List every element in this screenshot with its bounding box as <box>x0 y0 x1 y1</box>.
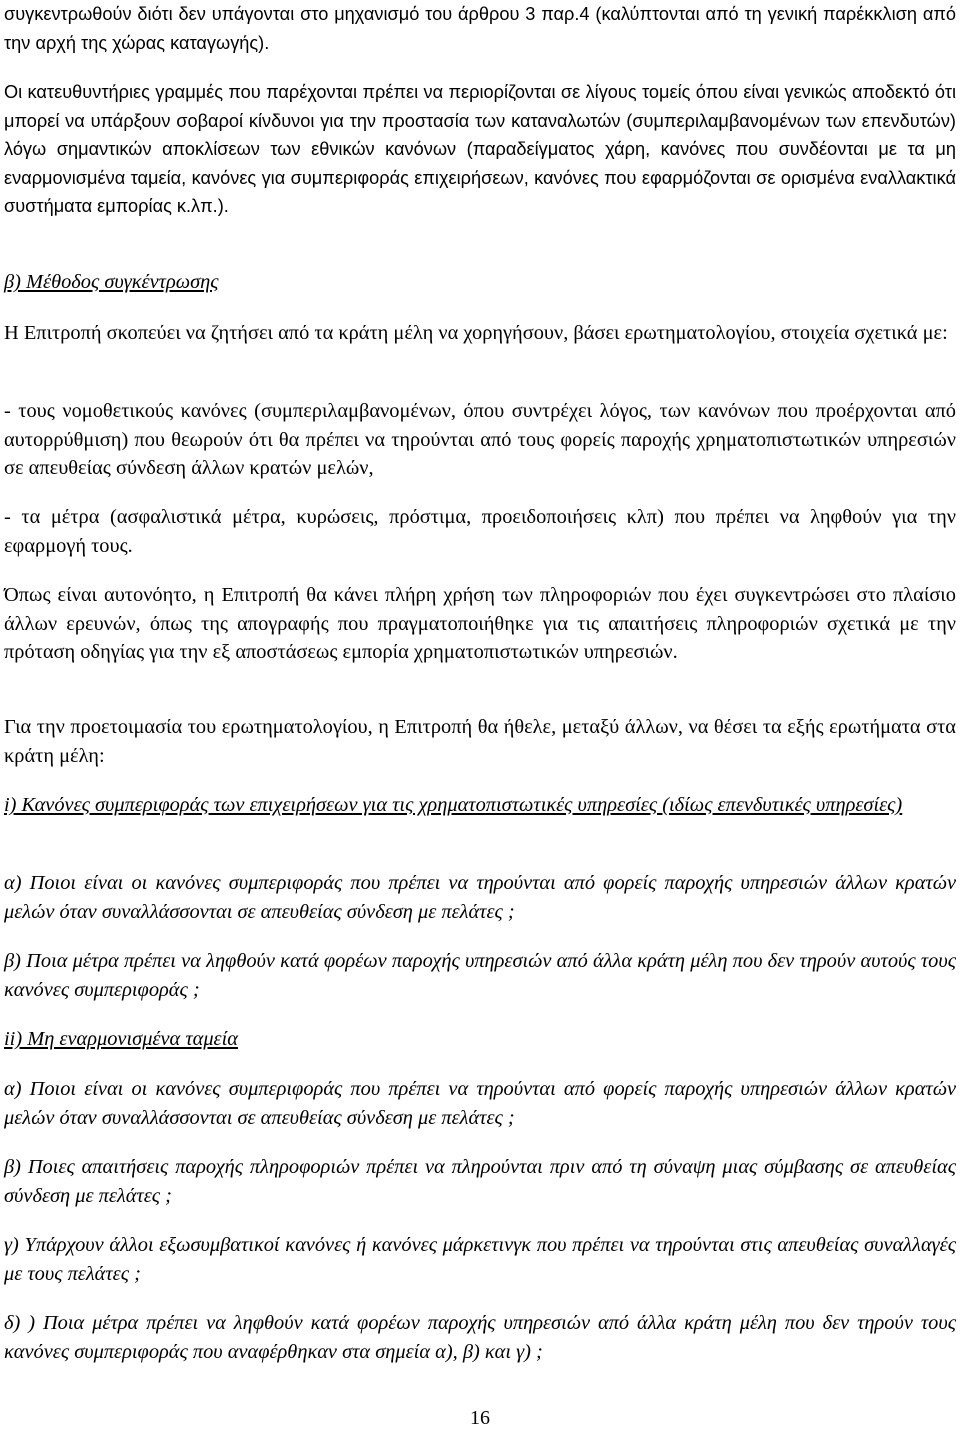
subheading-non-harmonised-funds: ii) Μη εναρμονισμένα ταμεία <box>4 1028 238 1050</box>
bullet-measures: - τα μέτρα (ασφαλιστικά μέτρα, κυρώσεις, πρόστιμα, προειδοποιήσεις κλπ) που πρέπει να ληφθούν για την εφαρμογή τους. <box>4 506 956 557</box>
question-ii-b: β) Ποιες απαιτήσεις παροχής πληροφοριών πρέπει να πληρούνται πριν από τη σύναψη μιας σύμβασης σε απευθείας σύνδεση με πελάτες ; <box>4 1156 956 1207</box>
paragraph-continuation: συγκεντρωθούν διότι δεν υπάγονται στο μηχανισμό του άρθρου 3 παρ.4 (καλύπτονται από τη γενική παρέκκλιση από την αρχή της χώρας καταγωγής). <box>4 4 956 53</box>
page-number: 16 <box>470 1407 490 1429</box>
paragraph-questionnaire-prep: Για την προετοιμασία του ερωτηματολογίου, η Επιτροπή θα ήθελε, μεταξύ άλλων, να θέσει τα εξής ερωτήματα στα κράτη μέλη: <box>4 716 956 767</box>
paragraph-commission-intent: Η Επιτροπή σκοπεύει να ζητήσει από τα κράτη μέλη να χορηγήσουν, βάσει ερωτηματολογίου, στοιχεία σχετικά με: <box>4 322 948 344</box>
question-ii-d: δ) ) Ποια μέτρα πρέπει να ληφθούν κατά φορέων παροχής υπηρεσιών από άλλα κράτη μέλη που δεν τηρούν τους κανόνες συμπεριφοράς που αναφέρθηκαν στα σημεία α), β) και γ) ; <box>4 1312 956 1363</box>
section-heading-method: β) Μέθοδος συγκέντρωσης <box>4 271 219 293</box>
question-ii-a: α) Ποιοι είναι οι κανόνες συμπεριφοράς που πρέπει να τηρούνται από φορείς παροχής υπηρεσιών άλλων κρατών μελών όταν συναλλάσσονται σε απευθείας σύνδεση με πελάτες ; <box>4 1078 956 1129</box>
question-i-a: α) Ποιοι είναι οι κανόνες συμπεριφοράς που πρέπει να τηρούνται από φορείς παροχής υπηρεσιών άλλων κρατών μελών όταν συναλλάσσονται σε απευθείας σύνδεση με πελάτες ; <box>4 872 956 923</box>
paragraph-guidelines: Οι κατευθυντήριες γραμμές που παρέχονται πρέπει να περιορίζονται σε λίγους τομείς όπου είναι γενικώς αποδεκτό ότι μπορεί να υπάρξουν σοβαροί κίνδυνοι για την προστασία των καταναλωτών (συμπεριλαμβανομένων των επενδυτών) λόγω σημαντικών αποκλίσεων των εθνικών κανόνων (παραδείγματος χάρη, κανόνες που συνδέονται με τα μη εναρμονισμένα ταμεία, κανόνες για συμπεριφοράς επιχειρήσεων, κανόνες που εφαρμόζονται σε ορισμένα εναλλακτικά συστήματα εμπορίας κ.λπ.). <box>4 82 956 216</box>
question-i-b: β) Ποια μέτρα πρέπει να ληφθούν κατά φορέων παροχής υπηρεσιών από άλλα κράτη μέλη που δεν τηρούν αυτούς τους κανόνες συμπεριφοράς ; <box>4 950 956 1001</box>
bullet-legislative-rules: - τους νομοθετικούς κανόνες (συμπεριλαμβανομένων, όπου συντρέχει λόγος, των κανόνων που προέρχονται από αυτορρύθμιση) που θεωρούν ότι θα πρέπει να τηρούνται από τους φορείς παροχής χρηματοπιστωτικών υπηρεσιών σε απευθείας σύνδεση άλλων κρατών μελών, <box>4 400 956 479</box>
subheading-conduct-rules: i) Κανόνες συμπεριφοράς των επιχειρήσεων για τις χρηματοπιστωτικές υπηρεσίες (ιδίως επενδυτικές υπηρεσίες) <box>4 794 903 816</box>
document-page <box>4 0 956 1432</box>
question-ii-c: γ) Υπάρχουν άλλοι εξωσυμβατικοί κανόνες ή κανόνες μάρκετινγκ που πρέπει να τηρούνται στις απευθείας συναλλαγές με τους πελάτες ; <box>4 1234 956 1285</box>
paragraph-self-evident: Όπως είναι αυτονόητο, η Επιτροπή θα κάνει πλήρη χρήση των πληροφοριών που έχει συγκεντρώσει στο πλαίσιο άλλων ερευνών, όπως της απογραφής που πραγματοποιήθηκε για τις απαιτήσεις πληροφοριών σχετικά με την πρόταση οδηγίας για την εξ αποστάσεως εμπορία χρηματοπιστωτικών υπηρεσιών. <box>4 584 956 663</box>
